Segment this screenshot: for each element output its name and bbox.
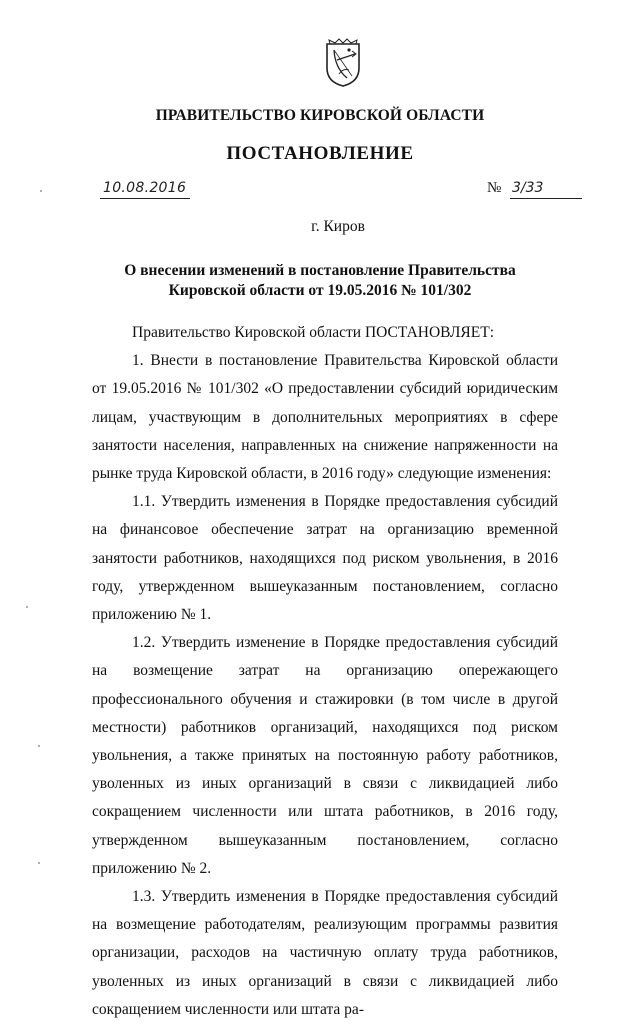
document-body bbox=[92, 319, 558, 1024]
paragraph-1-1: 1.1. Утвердить изменения в Порядке предоставления субсидий на финансовое обеспечение затрат на организацию временной занятости работников, находящихся под риском увольнения, в 2016 году, утвержденном вышеуказанным постановлением, согласно приложению № 1. bbox=[92, 493, 558, 624]
intro-paragraph: Правительство Кировской области ПОСТАНОВЛЯЕТ: bbox=[132, 324, 495, 341]
scan-speck bbox=[40, 190, 42, 192]
number-label: № bbox=[487, 180, 502, 196]
organization-title: ПРАВИТЕЛЬСТВО КИРОВСКОЙ ОБЛАСТИ bbox=[155, 107, 485, 124]
paragraph-1: 1. Внести в постановление Правительства Кировской области от 19.05.2016 № 101/302 «О предоставлении субсидий юридическим лицам, участвующим в дополнительных мероприятиях в сфере занятости населения, направленных на снижение напряженности на рынке труда Кировской области, в 2016 году» следующие изменения: bbox=[92, 352, 558, 483]
paragraph-1-2: 1.2. Утвердить изменение в Порядке предоставления субсидий на возмещение затрат на организацию опережающего профессионального обучения и стажировки (в том числе в другой местности) работников организаций, находящихся под риском увольнения, а также принятых на постоянную работу работников, уволенных из иных организаций в связи с ликвидацией либо сокращением численности или штата работников, в 2016 году, утвержденном вышеуказанным постановлением, согласно приложению № 2. bbox=[92, 634, 558, 877]
subject-line-1: О внесении изменений в постановление Правительства bbox=[124, 262, 516, 279]
subject-line-2: Кировской области от 19.05.2016 № 101/302 bbox=[168, 282, 472, 299]
scan-speck bbox=[38, 862, 40, 864]
document-type-title: ПОСТАНОВЛЕНИЕ bbox=[226, 143, 414, 164]
date-underline bbox=[100, 198, 190, 199]
paragraph-1-3: 1.3. Утвердить изменения в Порядке предоставления субсидий на возмещение работодателям, реализующим программы развития организации, расходов на частичную оплату труда работников, уволенных из иных организаций в связи с ликвидацией либо сокращением численности или штата ра- bbox=[92, 888, 558, 1018]
city: г. Киров bbox=[311, 218, 365, 235]
coat-of-arms-icon bbox=[325, 38, 361, 88]
scan-speck bbox=[38, 745, 40, 747]
document-number: 3/33 bbox=[512, 180, 544, 196]
scan-speck bbox=[26, 606, 28, 608]
number-underline bbox=[510, 198, 582, 199]
document-date: 10.08.2016 bbox=[103, 180, 187, 196]
document-subject bbox=[0, 261, 640, 301]
